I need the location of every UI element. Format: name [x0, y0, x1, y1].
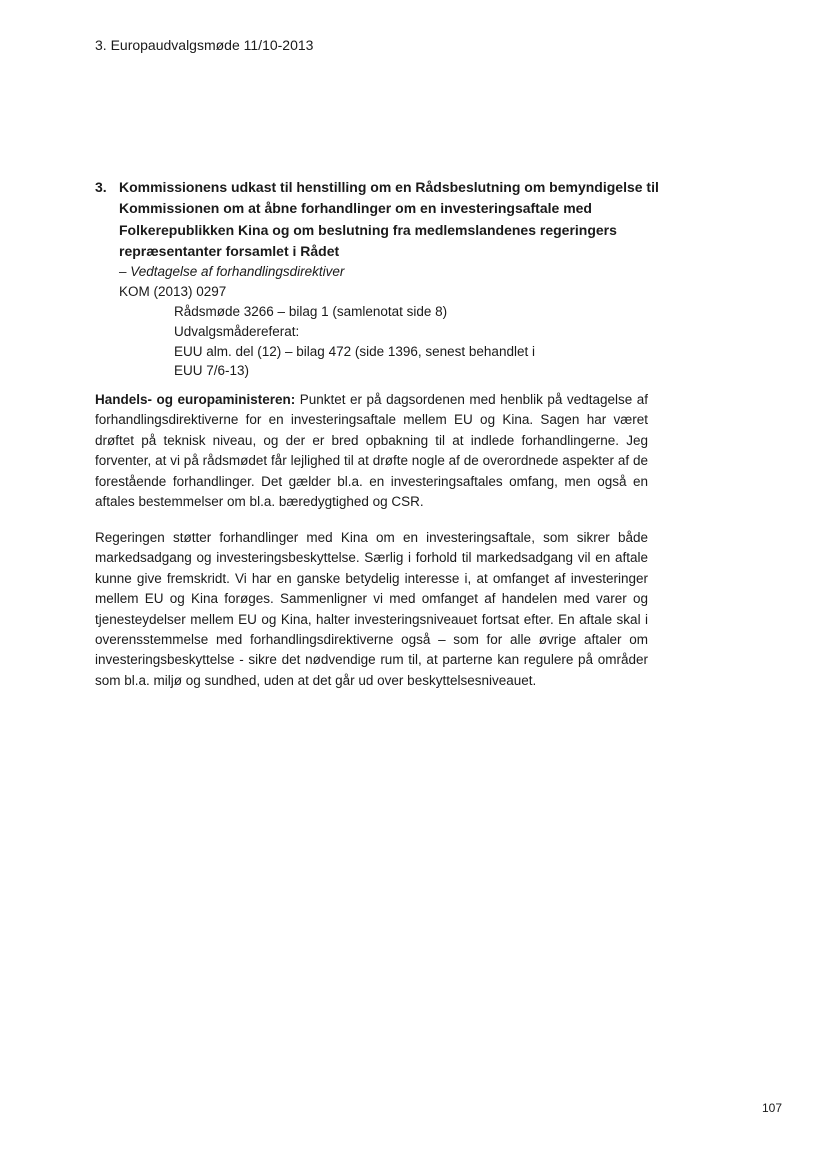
agenda-item — [95, 177, 665, 381]
kom-reference: KOM (2013) 0297 — [119, 284, 227, 300]
page-header: 3. Europaudvalgsmøde 11/10-2013 — [95, 37, 314, 53]
page-number: 107 — [761, 1101, 782, 1115]
statement-text: Punktet er på dagsordenen med henblik på vedtagelse af forhandlingsdirektiverne for en investeringsaftale mellem EU og Kina. Sagen har været drøftet på teknisk niveau, og der er bred opbakning til at indlede forhandlingerne. Jeg forventer, at vi på rådsmødet får lejlighed til at drøfte nogle af de overordnede aspekter af de forestående forhandlinger. Det gælder bl.a. en investeringsaftales omfang, men også en aftales bestemmelser om bl.a. bæredygtighed og CSR. — [95, 392, 648, 510]
minister-statement-paragraph — [95, 390, 648, 512]
agenda-item-title: Kommissionens udkast til henstilling om en Rådsbeslutning om bemyndigelse til Kommissionen om at åbne forhandlinger om en investeringsaftale med Folkerepublikken Kina og om beslutning fra medlemslandenes regeringers repræsentanter forsamlet i Rådet — [119, 179, 659, 259]
reference-line: Rådsmøde 3266 – bilag 1 (samlenotat side 8) — [174, 304, 448, 320]
government-position-paragraph: Regeringen støtter forhandlinger med Kina om en investeringsaftale, som sikrer både markedsadgang og investeringsbeskyttelse. Særlig i forhold til markedsadgang vil en aftale kunne give fremskridt. Vi har en ganske betydelig interesse i, at omfanget af investeringer mellem EU og Kina forøges. Sammenligner vi med omfanget af handelen med varer og tjenesteydelser mellem EU og Kina, halter investeringsniveauet fortsat efter. En aftale skal i overensstemmelse med forhandlingsdirektiverne også – som for alle øvrige aftaler om investeringsbeskyttelse - sikre det nødvendige rum til, at parterne kan regulere på områder som bl.a. miljø og sundhed, uden at det går ud over beskyttelsesniveauet. — [95, 530, 648, 688]
reference-list — [174, 302, 665, 381]
speaker-name: Handels- og europaministeren: — [95, 392, 296, 407]
agenda-item-number: 3. — [95, 179, 107, 195]
reference-line: Udvalgsmådereferat: — [174, 323, 300, 339]
reference-line: EUU alm. del (12) – bilag 472 (side 1396, senest behandlet i — [174, 343, 535, 359]
agenda-item-subtitle: – Vedtagelse af forhandlingsdirektiver — [119, 264, 345, 280]
reference-line: EUU 7/6-13) — [174, 363, 250, 379]
